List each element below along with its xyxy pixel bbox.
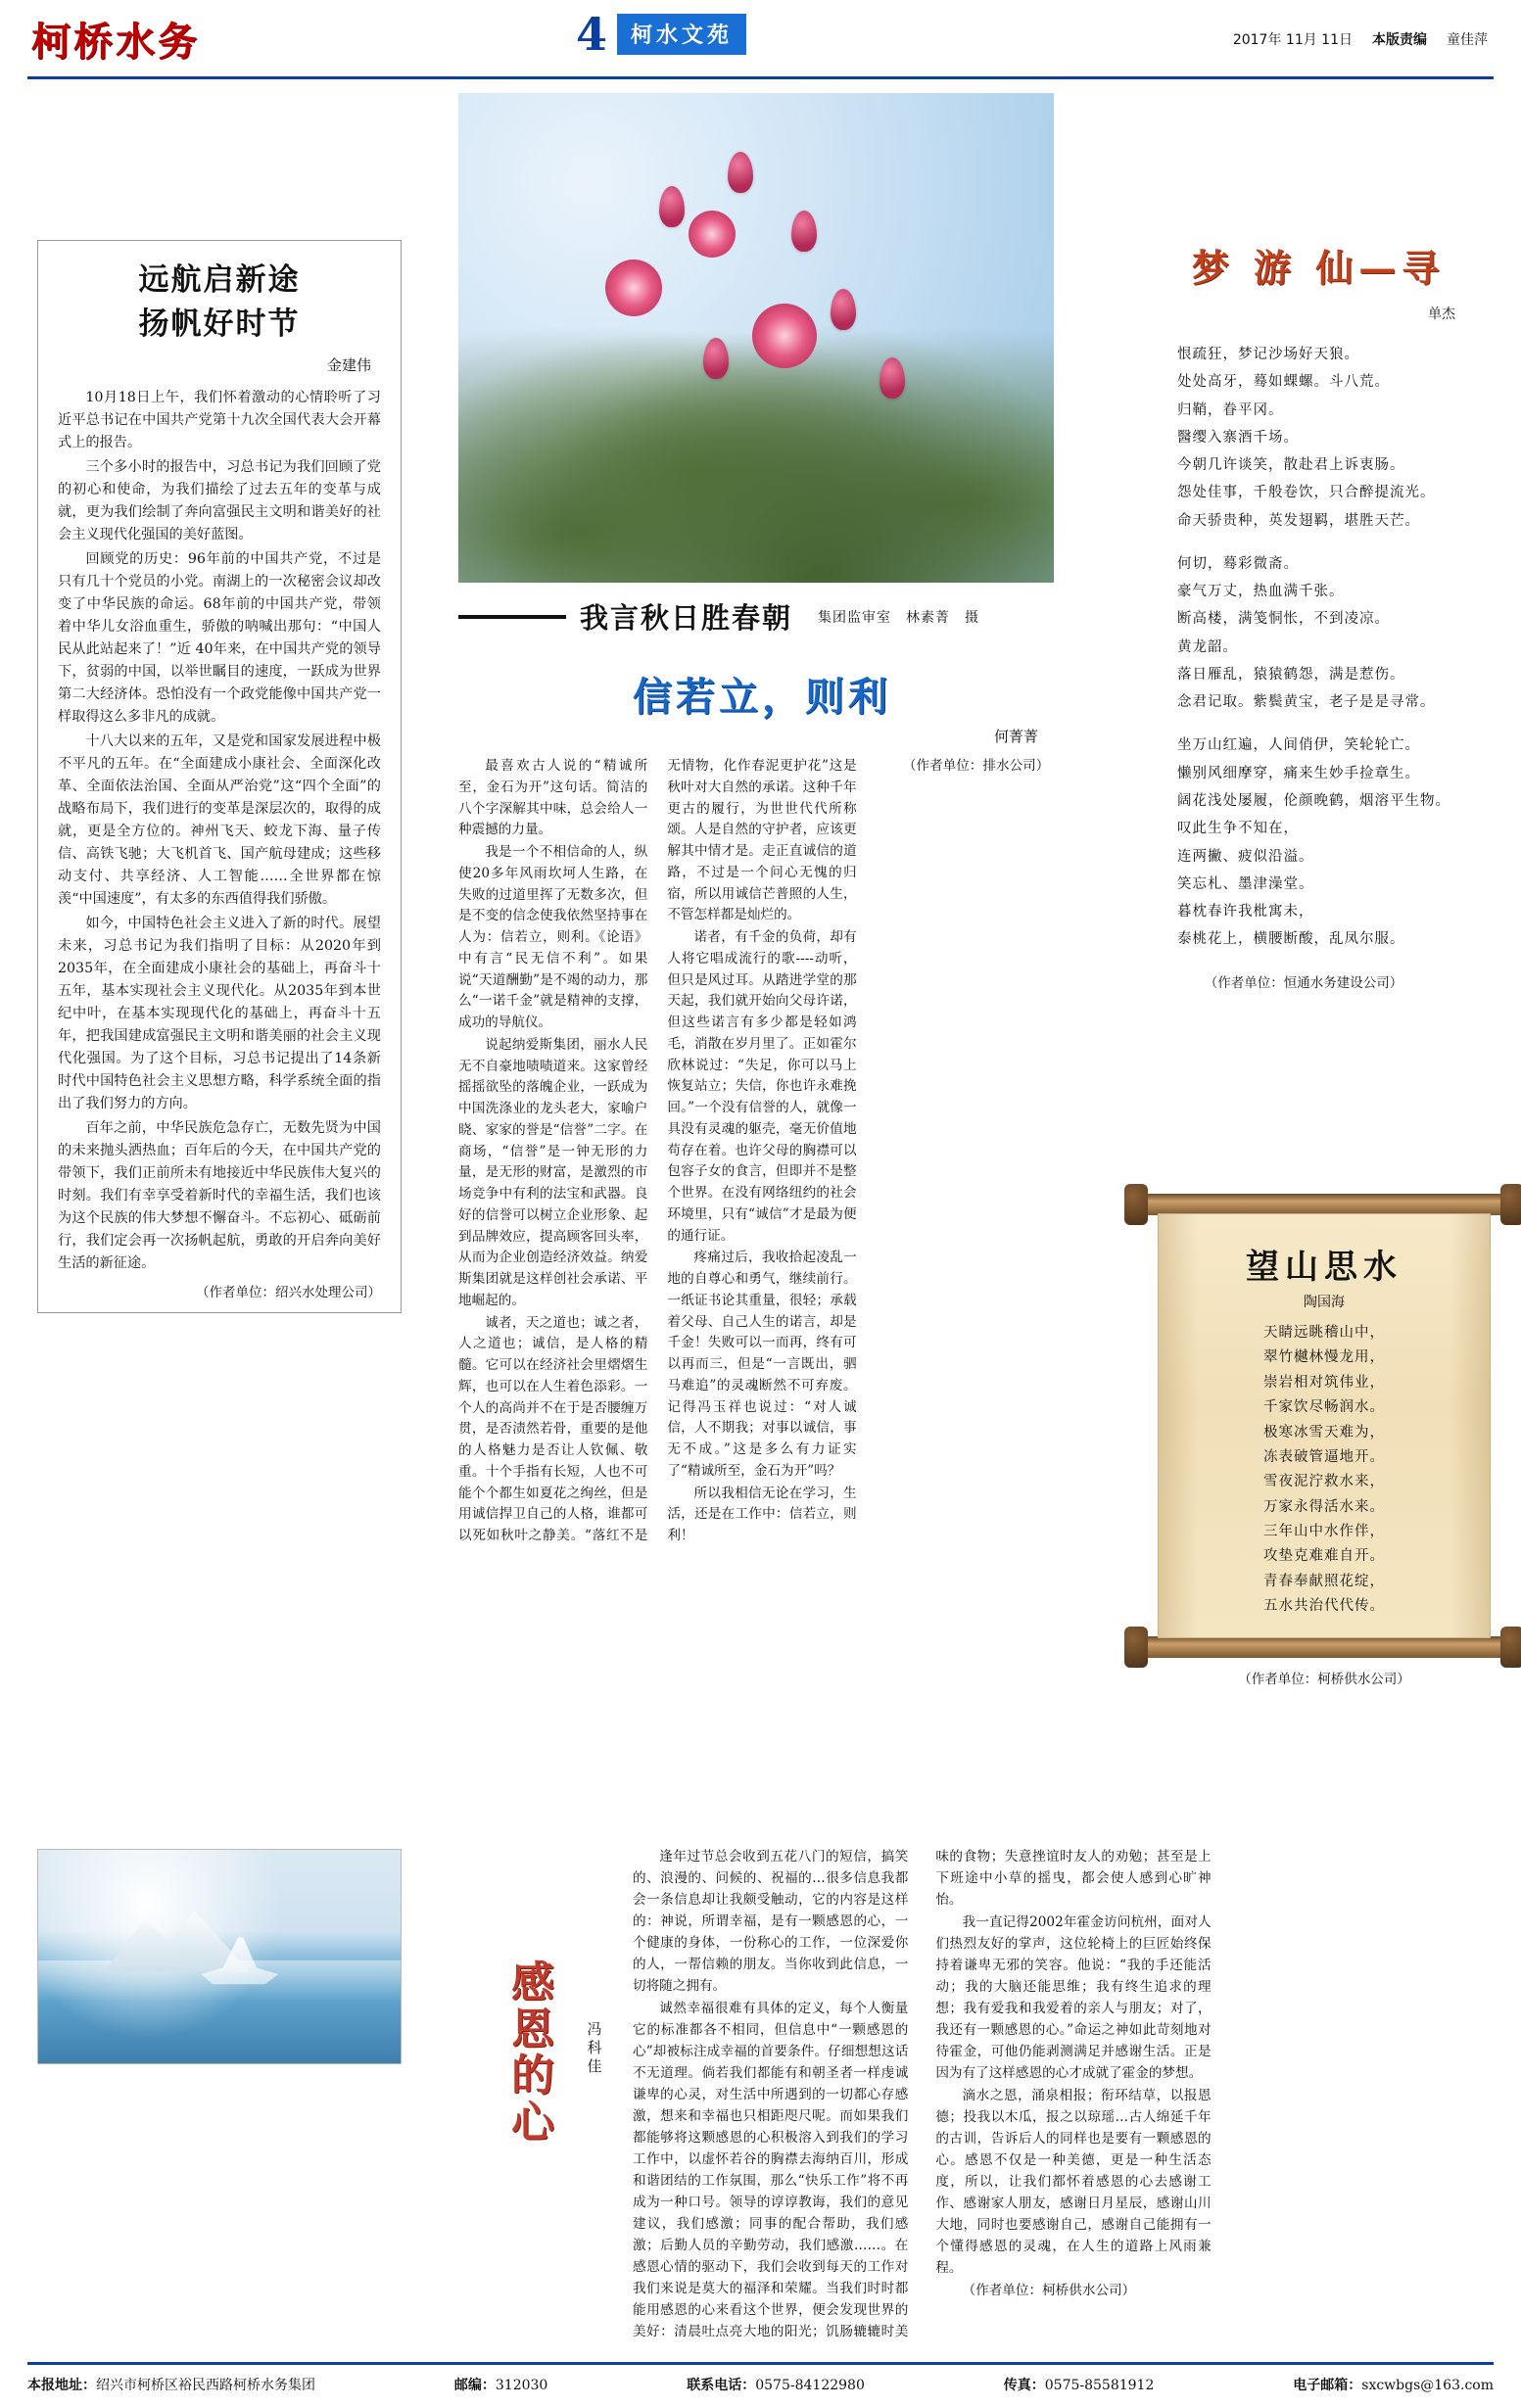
bottom-article-credit: （作者单位：柯桥供水公司） — [962, 2283, 1136, 2299]
scroll-rod-top — [1132, 1194, 1516, 1215]
masthead — [27, 0, 1494, 79]
scroll-knob — [1124, 1184, 1148, 1225]
paragraph: 10月18日上午，我们怀着激动的心情聆听了习近平总书记在中国共产党第十九次全国代表大会开幕式上的报告。 — [58, 389, 381, 450]
scroll-poem-line: 极寒冰雪天难为， — [1263, 1424, 1385, 1440]
flower-bud — [879, 357, 905, 399]
poem-stanza-3: 坐万山红遍，人间俏伊，笑轮轮亡。 懒别风细摩穿，痛来生妙手捡章生。 阔花浅处屡履，伦颜晚鹤，烟溶平生物。 叹此生争不知在， 连两撇、疲似沿溢。 笑忘札、墨津澡堂。 暮枕春许我枇寓未， 泰桃花上，横腰断酸，乱凤尔服。 — [1177, 737, 1450, 948]
left-article-title — [58, 259, 381, 347]
paragraph: 诺者，有千金的负荷，却有人将它唱成流行的歌----动听，但只是风过耳。从踏进学堂的那天起，我们就开始向父母许诺，但这些诺言有多少都是轻如鸿毛，消散在岁月里了。正如霍尔欣林说过：“失足，你可以马上恢复站立；失信，你也许永难挽回。”一个没有信誉的人，就像一具没有灵魂的躯壳，毫无价值地苟存在着。也许父母的胸襟可以包容子女的食言，但即并不是整个世界。在没有网络纽约的社会环境里，只有“诚信”才是最为便的通行证。 — [667, 929, 857, 1244]
footer-fax-value: 0575-85581912 — [1044, 2378, 1155, 2393]
footer-zip-label: 邮编： — [453, 2378, 496, 2393]
caption-rule — [458, 615, 566, 619]
footer-zip-value: 312030 — [495, 2378, 548, 2393]
footer-address — [27, 2375, 315, 2394]
editor-label: 本版责编 — [1372, 32, 1427, 48]
paragraph: 逢年过节总会收到五花八门的短信，搞笑的、浪漫的、问候的、祝福的…很多信息我都会一条信息却让我颇受触动，它的内容是这样的：神说，所谓幸福，是有一颗感恩的心，一个健康的身体，一份称心的工作，一位深爱你的人，一帮信赖的朋友。当你收到此信息，一切将随之拥有。 — [633, 1849, 909, 1995]
flower-bud — [659, 186, 685, 227]
bottom-article-title: 感恩的心 — [511, 1958, 556, 2148]
poem-author: 单杰 — [1428, 307, 1455, 322]
page-number: 4 — [576, 8, 608, 61]
paragraph: 诚然幸福很难有具体的定义，每个人衡量它的标准都各不相同，但信息中“一颗感恩的心”却被标注成幸福的首要条件。仔细想想这话不无道理。倘若我们都能有和朝圣者一样虔诚谦卑的心灵，对生活中所遇到的一切都心存感激，想来和幸福也只相距咫尺呢。而如果我们都能够将这颗感恩的心积极溶入到我们的学习工作中，以虚怀若谷的胸襟去海纳百川，形成和谐团结的工作氛围，那么“快乐工作”将不再成为一种口号。领导的谆谆教诲，我们的意见建议，我们感激；同事的配合帮助，我们感激；后勤人员的辛勤劳动，我们感激……。在感恩心情的驱动下，我们会收到每天的工作对我们来说是莫大的福泽和荣耀。当我们时时都能用感恩的心来看这个世界，便会发现世界的美好：清晨吐点亮大地的阳光；饥肠辘辘时美味的食物；失意挫谊时友人的劝勉；甚至是上下班途中小草的摇曳，都会使人感到心旷神怡。 — [633, 1849, 1212, 2340]
paragraph: 我是一个不相信命的人，纵使20多年风雨坎坷人生路，在失败的过道里挥了无数多次，但是不变的信念使我依然坚持事在人为：信若立，则利。《论语》中有言“民无信不利”。如果说“天道酬勤”是不竭的动力，那么“一诺千金”就是精神的支撑，成功的导航仪。 — [458, 844, 648, 1030]
paragraph: 最喜欢古人说的“精诚所至，金石为开”这句话。简洁的八个字深解其中味，总会给人一种震撼的力量。 — [458, 758, 648, 838]
scroll-poem-line: 雪夜泥泞救水来， — [1263, 1474, 1385, 1490]
scroll-poem-line: 翠竹樾林慢龙用， — [1263, 1349, 1385, 1366]
left-article-body — [58, 387, 381, 1275]
photo-credit: 集团监审室 林素菁 摄 — [818, 609, 980, 626]
paragraph: 回顾党的历史：96年前的中国共产党，不过是只有几十个党员的小党。南湖上的一次秘密会议却改变了中华民族的命运。68年前的中国共产党，带领着中华儿女浴血重生，骄傲的呐喊出那句：“中国人民从此站起来了！”近 40年来，在中国共产党的领导下，贫弱的中国，以举世瞩目的速度，一跃成为世界第二大经济体。恐怕没有一个政党能像中国共产党一样取得这么多非凡的成就。 — [58, 550, 381, 725]
scroll-poem-line: 三年山中水作伴， — [1263, 1524, 1385, 1539]
scroll-knob — [1124, 1627, 1148, 1668]
left-article-title-line1: 远航启新途 — [138, 262, 301, 298]
section-badge: 柯水文苑 — [617, 14, 746, 55]
footer-phone-label: 联系电话： — [687, 2378, 756, 2393]
paragraph: 我一直记得2002年霍金访问杭州，面对人们热烈友好的掌声，这位轮椅上的巨匠始终保持着谦卑无邪的笑容。他说：“我的手还能活动；我的大脑还能思维；我有终生追求的理想；我有爱我和我爱着的亲人与朋友；对了，我还有一颗感恩的心。”命运之神如此苛刻地对待霍金，可他仍能剥测满足并感谢生活。正是因为有了这样感恩的心才成就了霍金的梦想。 — [935, 1914, 1212, 2082]
bottom-article-author: 冯科佳 — [587, 2020, 602, 2075]
paragraph: 说起纳爱斯集团，丽水人民无不自豪地啧啧道来。这家曾经摇摇欲坠的落魄企业，一跃成为中国洗涤业的龙头老大，家喻户晓、家家的誉是“信誉”二字。在商场，“信誉”是一钟无形的力量，是无形的财富，是激烈的市场竞争中有利的法宝和武器。良好的信誉可以树立企业形象、起到品牌效应，提高顾客回头率，从而为企业创造经济效益。纳爱斯集团就是这样创社会承诺、平地崛起的。 — [458, 1036, 648, 1308]
flower-bud — [703, 338, 729, 379]
scroll-paper — [1158, 1213, 1491, 1638]
blossom — [752, 304, 817, 368]
poem-credit: （作者单位：恒通水务建设公司） — [1204, 974, 1403, 991]
footer-email-value: sxcwbgs@163.com — [1361, 2378, 1494, 2393]
footer-address-value: 绍兴市柯桥区裕民西路柯桥水务集团 — [96, 2378, 315, 2393]
scroll-poem-line: 冻表破管逼地开。 — [1263, 1448, 1385, 1465]
footer-fax — [1004, 2375, 1155, 2394]
flower-bud — [831, 289, 856, 330]
paragraph: 百年之前，中华民族危急存亡，无数先贤为中国的未来抛头洒热血；百年后的今天，在中国共产党的带领下，我们正前所未有地接近中华民族伟大复兴的时刻。我们有幸享受着新时代的幸福生活，我们也该为这个民族的伟大梦想不懈奋斗。不忘初心、砥砺前行，我们定会再一次扬帆起航，勇敢的开启奔向美好生活的新征途。 — [58, 1119, 381, 1271]
left-article — [37, 240, 402, 1313]
photo-caption: 我言秋日胜春朝 — [580, 601, 793, 635]
masthead-center — [576, 8, 746, 61]
left-article-box — [37, 240, 402, 1313]
paragraph: 十八大以来的五年，又是党和国家发展进程中极不平凡的五年。在“全面建成小康社会、全面深化改革、全面依法治国、全面从严治党”这“四个全面”的战略布局下，我们进行的变革是深层次的，取得的成就，更是全方位的。神州飞天、蛟龙下海、量子传信、高铁飞驰；大飞机首飞、国产航母建成；这些移动支付、共享经济、人工智能……全世界都在惊羡“中国速度”，有太多的东西值得我们骄傲。 — [58, 732, 381, 907]
scroll-poem-author: 陶国海 — [1304, 1295, 1345, 1310]
scroll-rod-bottom — [1132, 1636, 1516, 1658]
scroll-poem-title: 望山思水 — [1246, 1248, 1402, 1287]
footer-phone-value: 0575-84122980 — [755, 2378, 865, 2393]
flower-photo — [458, 93, 1054, 583]
paragraph: 诚者，天之道也；诚之者，人之道也；诚信，是人格的精髓。它可以在经济社会里熠熠生辉，也可以在人生着色添彩。一个人的高尚并不在于是否腰缠万贯，是否渍然若骨，重要的是他的人格魅力是否让人钦佩、敬重。十个手指有长短，人也不可能个个都生如夏花之绚丝，但是用诚信捍卫自己的人格，谁都可以死如秋叶之静美。“落红不是无情物，化作春泥更护花”这是秋叶对大自然的承诺。这种千年更古的履行，为世世代代所称颂。人是自然的守护者，应该更解其中情才是。走正直诚信的道路，不过是一个问心无愧的归宿，所以用诚信芒普照的人生，不管怎样都是灿烂的。 — [458, 758, 857, 1543]
editor-name: 童佳萍 — [1447, 32, 1488, 48]
scroll-poem-line: 五水共治代代传。 — [1263, 1598, 1385, 1615]
masthead-meta — [1233, 29, 1488, 49]
scroll-poem-line: 千家饮尽畅润水。 — [1263, 1399, 1385, 1416]
poem-title: 梦 游 仙—寻 — [1191, 246, 1446, 290]
right-poem — [1122, 238, 1514, 991]
flower-bud — [791, 211, 817, 252]
paragraph: 所以我相信无论在学习，生活，还是在工作中：信若立，则利！ — [667, 1485, 857, 1543]
scroll-poem-line: 崇岩相对筑伟业， — [1263, 1374, 1385, 1391]
footer-phone — [687, 2375, 865, 2394]
left-article-author: 金建伟 — [326, 355, 371, 374]
center-article-author: 何菁菁 — [993, 728, 1038, 745]
poem-stanza-1: 恨疏狂，梦记沙场好天狼。 处处高牙，蓦如蜾螺。斗八荒。 归鞘，眷平冈。 醫缨入寨酒千场。 今朝几许谈笑，散赴君上诉衷肠。 怨处佳事，千般卷饮，只合醉提流光。 命天骄贵种，英发翅羁，堪胜天芒。 — [1177, 347, 1436, 529]
footer-zip — [454, 2375, 547, 2394]
center-article-title: 信若立，则利 — [633, 674, 891, 720]
scroll-poem-line: 万家永得活水来。 — [1263, 1498, 1385, 1515]
scroll-poem-line: 天睛远眺稽山中， — [1263, 1325, 1385, 1341]
scroll-poem-credit: （作者单位：柯桥供水公司） — [1238, 1672, 1410, 1687]
paragraph: 三个多小时的报告中，习总书记为我们回顾了党的初心和使命，为我们描绘了过去五年的变革与成就，更为我们绘制了奔向富强民主文明和谐美好的社会主义现代化强国的美好蓝图。 — [58, 458, 381, 543]
scroll-knob — [1500, 1627, 1521, 1668]
scroll-knob — [1500, 1184, 1521, 1225]
poem-stanza-2: 何切，蓦彩微斋。 豪气万丈，热血满千张。 断高楼，满笺恫怅，不到凌凉。 黄龙韶。 落日雁乱，猿猿鹤怨，满是惹伤。 念君记取。紫鬓黄宝，老子是是寻常。 — [1177, 555, 1436, 711]
center-article-credit: （作者单位：排水公司） — [902, 758, 1050, 774]
paragraph: 疼痛过后，我收拾起凌乱一地的自尊心和勇气，继续前行。一纸证书论其重量，很轻；承载着父母、自己人生的诺言，却是千金！失败可以一而再，终有可以再而三，但是“一言既出，驷马难追”的灵魂断然不可弃废。记得冯玉祥也说过：“对人诚信，人不期我；对事以诚信，事无不成。”这是多么有力证实了“精诚所至，金石为开”吗？ — [667, 1250, 857, 1479]
photo-caption-row — [458, 596, 1066, 637]
left-article-title-line2: 扬帆好时节 — [138, 306, 301, 342]
scroll-poem — [1132, 1188, 1516, 1687]
footer-fax-label: 传真： — [1003, 2378, 1045, 2393]
flower-bud — [728, 152, 753, 193]
footer-email — [1293, 2375, 1494, 2394]
footer-address-label: 本报地址： — [27, 2378, 96, 2393]
bottom-article-body — [633, 1846, 1514, 2355]
footer-email-label: 电子邮箱： — [1293, 2378, 1362, 2393]
issue-date: 2017年 11月 11日 — [1232, 32, 1353, 48]
paragraph: 如今，中国特色社会主义进入了新的时代。展望未来，习总书记为我们指明了目标：从2020年到2035年，在全面建成小康社会的基础上，再奋斗十五年，基本实现社会主义现代化。从2035年到本世纪中叶，在基本实现现代化的基础上，再奋斗十五年，把我国建成富强民主文明和谐美丽的社会主义现代化强国。为了这个目标，习总书记提出了14条新时代中国特色社会主义思想方略，科学系统全面的指出了我们努力的方向。 — [58, 915, 381, 1111]
blossom — [605, 260, 662, 316]
blossom — [689, 211, 736, 258]
ship-photo — [37, 1849, 402, 2064]
left-article-credit: （作者单位：绍兴水处理公司） — [196, 1284, 381, 1300]
scroll-poem-line: 青春奉献照花绽， — [1263, 1573, 1385, 1589]
center-column — [458, 93, 1066, 1559]
page-footer — [27, 2362, 1494, 2394]
center-article-body — [458, 756, 1066, 1559]
publication-logo: 柯桥水务 — [31, 18, 200, 65]
scroll-poem-line: 攻垫克难难自开。 — [1263, 1548, 1385, 1565]
paragraph: 滴水之恩，涌泉相报；衔环结草，以报恩德；投我以木瓜，报之以琼瑶…古人绵延千年的古训，告诉后人的同样也是要有一颗感恩的心。感恩不仅是一种美德，更是一种生活态度，所以，让我们都怀着感恩的心去感谢工作、感谢家人朋友，感谢日月星辰，感谢山川大地，同时也要感谢自己，感谢自己能拥有一个懂得感恩的灵魂，在人生的道路上风雨兼程。 — [935, 2088, 1212, 2277]
